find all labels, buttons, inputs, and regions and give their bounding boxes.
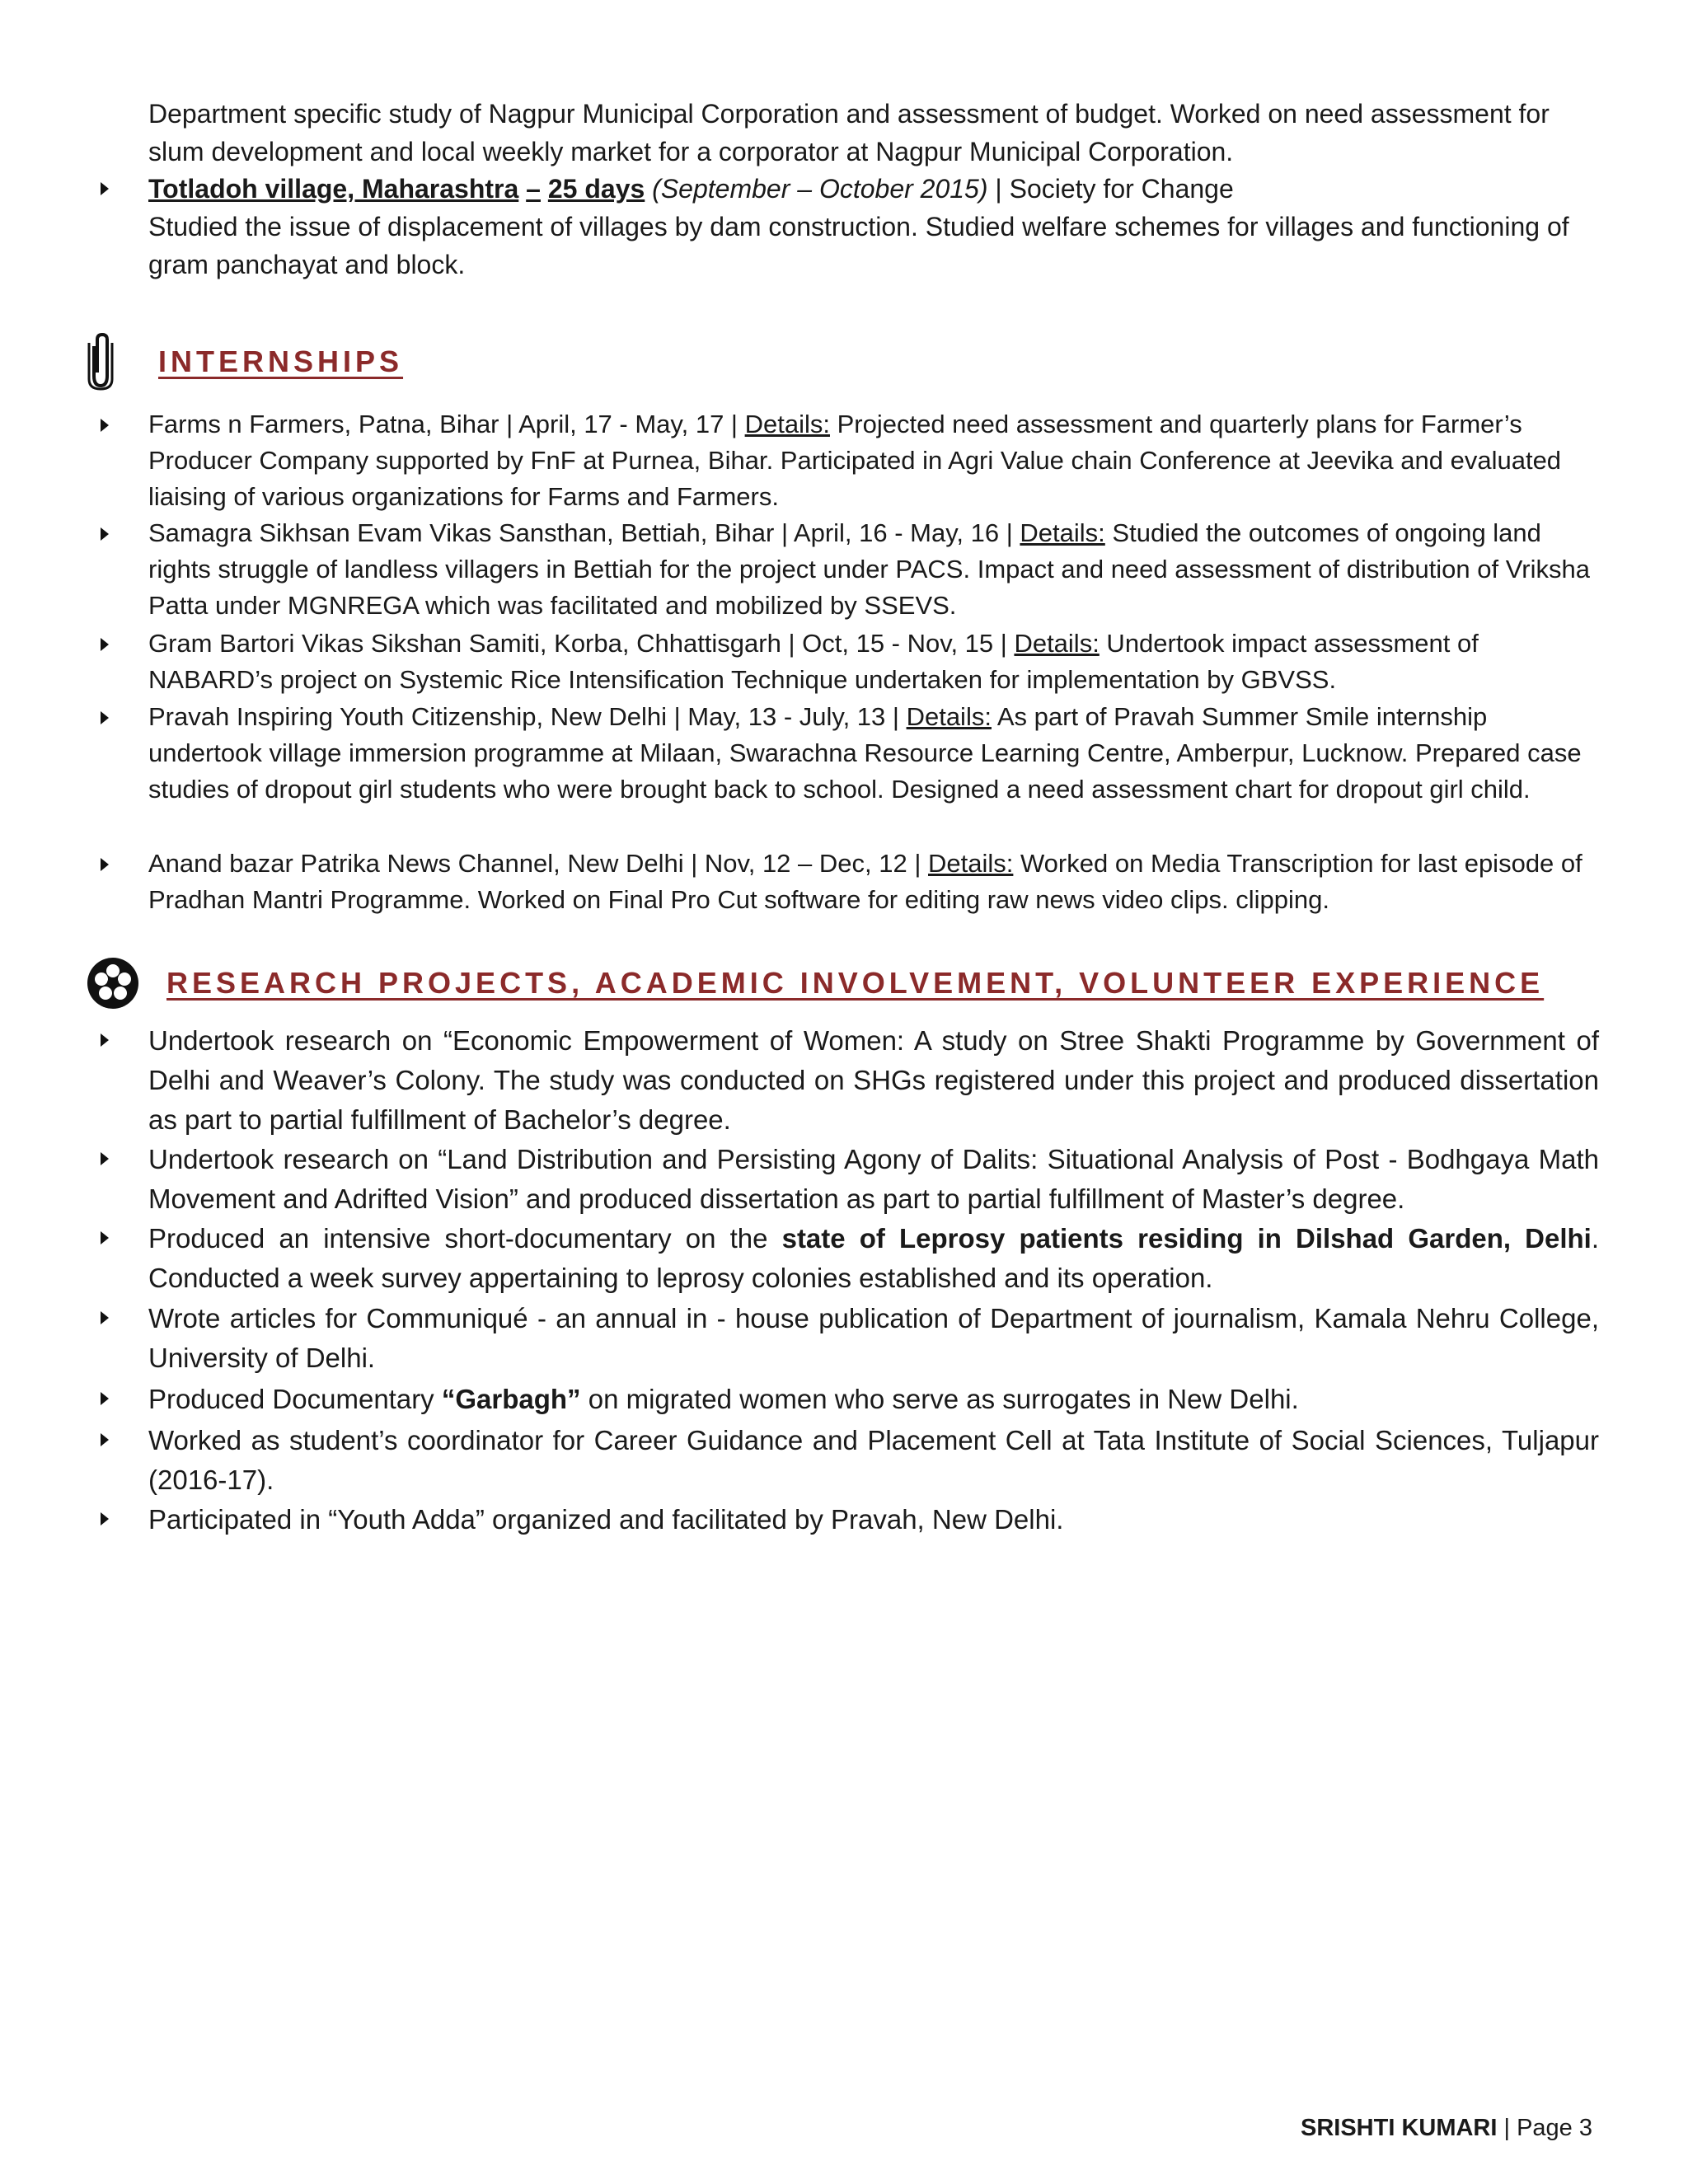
flower-icon (86, 956, 140, 1010)
research-text: Participated in “Youth Adda” organized and facilitated by Pravah, New Delhi. (148, 1504, 1064, 1535)
details-label: Details: (1020, 518, 1105, 547)
bullet-icon (101, 1512, 109, 1526)
page-footer (1301, 2115, 1592, 2142)
village-dash: – (526, 174, 541, 204)
internship-prefix: Anand bazar Patrika News Channel, New Delhi | Nov, 12 – Dec, 12 | (148, 849, 928, 878)
internship-text: Projected need assessment and quarterly plans for Farmer’s Producer Company supported by FnF at Purnea, Bihar. Participated in Agri Value chain Conference at Jeevika and evaluated liaising of various organizations for Farms and Farmers. (148, 410, 1562, 511)
internship-item (148, 699, 1599, 808)
footer-name: SRISHTI KUMARI (1300, 2115, 1498, 2141)
internship-item (148, 846, 1599, 918)
research-bold-text: state of Leprosy patients residing in Dilshad Garden, Delhi (781, 1223, 1592, 1254)
research-text: on migrated women who serve as surrogates in New Delhi. (580, 1384, 1299, 1414)
paperclip-icon (86, 331, 115, 391)
internship-item (148, 626, 1599, 698)
bullet-icon (101, 1392, 109, 1405)
internship-item (148, 515, 1599, 624)
nmc-continued (148, 95, 1599, 171)
bullet-icon (101, 182, 109, 195)
documentary-title: “Garbagh” (441, 1384, 581, 1414)
bullet-icon (101, 1033, 109, 1047)
internship-text: As part of Pravah Summer Smile internship undertook village immersion programme at Milaan, Swarachna Resource Learning Centre, Amberpur, Lucknow. Prepared case studies of dropout girl students who were brought back to school. Designed a need assessment chart for dropout girl child. (148, 702, 1582, 804)
research-text: Produced Documentary (148, 1384, 442, 1414)
village-item (148, 170, 1599, 284)
bullet-icon (101, 1311, 109, 1324)
internship-prefix: Gram Bartori Vikas Sikshan Samiti, Korba, Chhattisgarh | Oct, 15 - Nov, 15 | (148, 629, 1015, 658)
research-item (148, 1421, 1599, 1500)
village-org: | Society for Change (987, 174, 1234, 204)
details-label: Details: (906, 702, 992, 731)
internship-text: Undertook impact assessment of NABARD’s project on Systemic Rice Intensification Technique undertaken for implementation by GBVSS. (148, 629, 1479, 694)
details-label: Details: (928, 849, 1014, 878)
village-duration: 25 days (547, 174, 645, 204)
research-text: Worked as student’s coordinator for Career Guidance and Placement Cell at Tata Institute of Social Sciences, Tuljapur (2016-17). (148, 1425, 1599, 1495)
bullet-icon (101, 527, 109, 541)
research-item (148, 1380, 1599, 1419)
bullet-icon (101, 1433, 109, 1446)
research-item (148, 1140, 1599, 1219)
internship-prefix: Pravah Inspiring Youth Citizenship, New Delhi | May, 13 - July, 13 | (148, 702, 907, 731)
research-text: . Conducted a week survey appertaining to leprosy colonies established and its operation. (148, 1223, 1599, 1293)
bullet-icon (101, 638, 109, 651)
internship-text: Worked on Media Transcription for last episode of Pradhan Mantri Programme. Worked on Final Pro Cut software for editing raw news video clips. clipping. (148, 849, 1582, 914)
bullet-icon (101, 1152, 109, 1165)
research-heading: RESEARCH PROJECTS, ACADEMIC INVOLVEMENT, VOLUNTEER EXPERIENCE (166, 966, 1545, 1000)
details-label: Details: (744, 410, 830, 438)
footer-page: | Page 3 (1497, 2115, 1592, 2141)
village-dates: (September – October 2015) (652, 174, 988, 204)
research-item (148, 1021, 1599, 1140)
internship-prefix: Farms n Farmers, Patna, Bihar | April, 17 - May, 17 | (148, 410, 745, 438)
village-name: Totladoh village, Maharashtra (148, 174, 519, 204)
bullet-icon (101, 1231, 109, 1244)
internship-item (148, 406, 1599, 515)
research-text: Wrote articles for Communiqué - an annual in - house publication of Department of journalism, Kamala Nehru College, University of Delhi. (148, 1303, 1599, 1373)
details-label: Details: (1014, 629, 1100, 658)
research-item (148, 1299, 1599, 1378)
internship-prefix: Samagra Sikhsan Evam Vikas Sansthan, Bettiah, Bihar | April, 16 - May, 16 | (148, 518, 1020, 547)
nmc-text: Department specific study of Nagpur Municipal Corporation and assessment of budget. Worked on need assessment for slum development and local weekly market for a corporator at Nagpur Municipal Corporation. (148, 99, 1550, 166)
research-text: Undertook research on “Land Distribution and Persisting Agony of Dalits: Situational Analysis of Post - Bodhgaya Math Movement and Adrifted Vision” and produced dissertation as part to partial fulfillment of Master’s degree. (148, 1144, 1599, 1214)
bullet-icon (101, 711, 109, 724)
research-item (148, 1500, 1599, 1540)
bullet-icon (101, 419, 109, 432)
research-item (148, 1219, 1599, 1298)
research-text: Produced an intensive short-documentary on the (148, 1223, 782, 1254)
village-text: Studied the issue of displacement of villages by dam construction. Studied welfare schemes for villages and functioning of gram panchayat and block. (148, 212, 1569, 279)
village-title-line (148, 170, 1599, 208)
internship-text: Studied the outcomes of ongoing land rights struggle of landless villagers in Bettiah for the project under PACS. Impact and need assessment of distribution of Vriksha Patta under MGNREGA which was facilitated and mobilized by SSEVS. (148, 518, 1590, 620)
research-text: Undertook research on “Economic Empowerment of Women: A study on Stree Shakti Programme by Government of Delhi and Weaver’s Colony. The study was conducted on SHGs registered under this project and produced dissertation as part to partial fulfillment of Bachelor’s degree. (148, 1025, 1599, 1135)
internships-heading: INTERNSHIPS (158, 344, 404, 378)
bullet-icon (101, 858, 109, 871)
